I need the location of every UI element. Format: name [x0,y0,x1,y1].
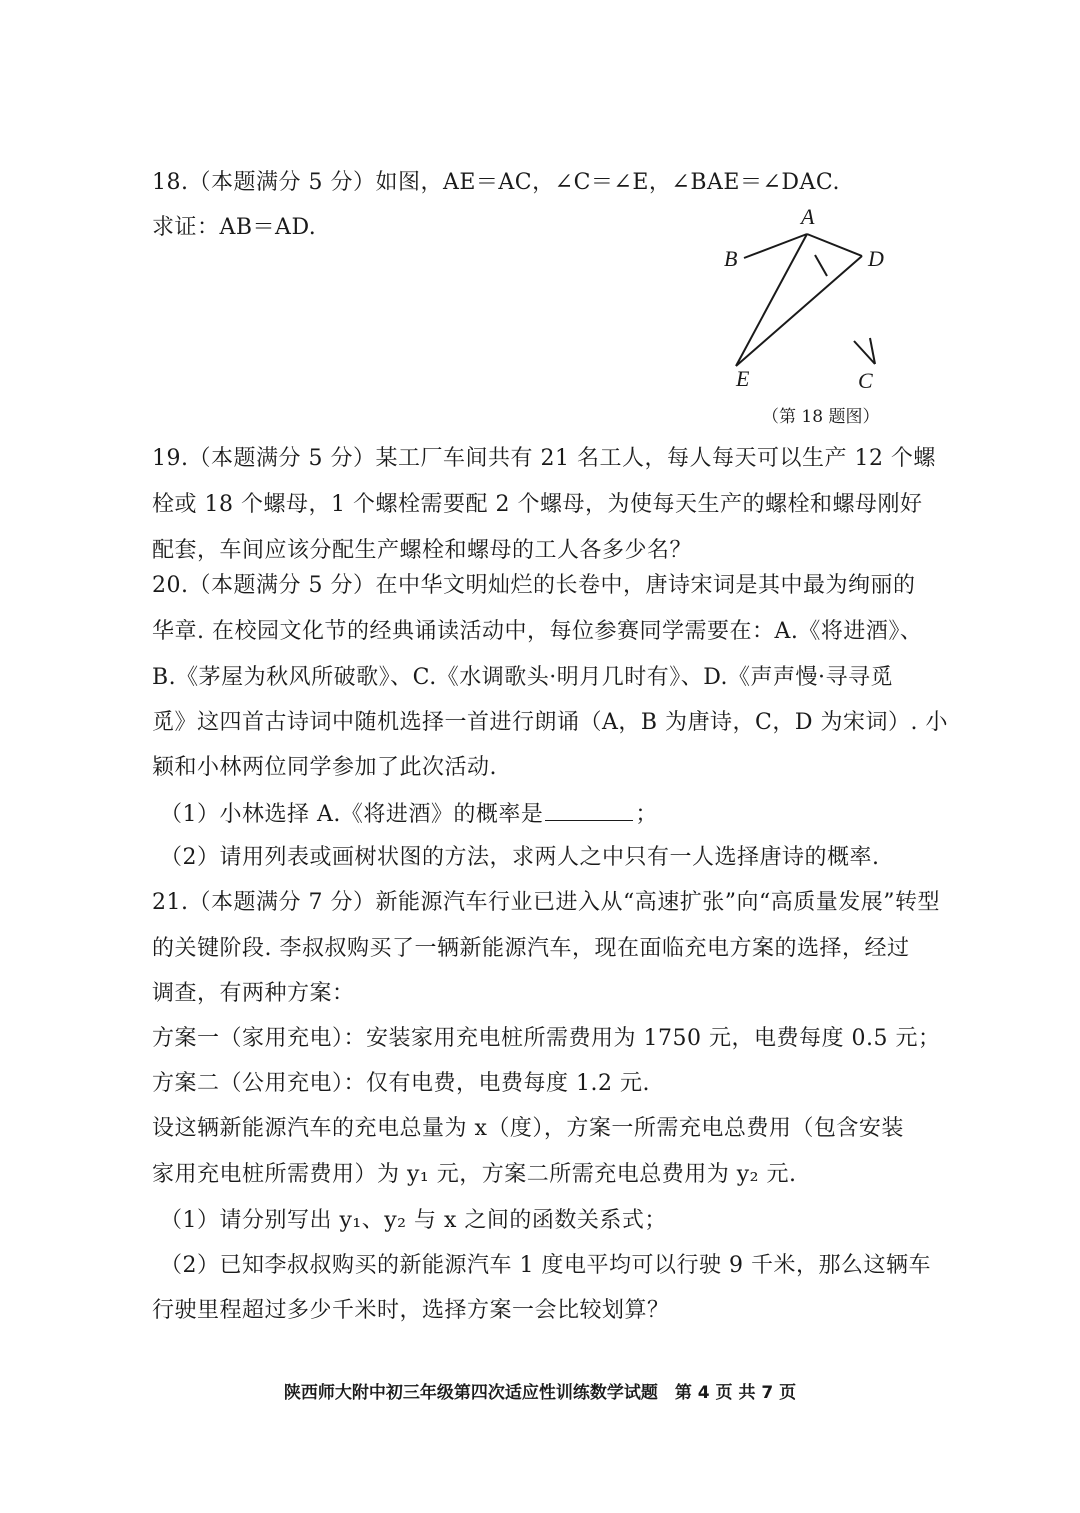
q21-line-2: 的关键阶段. 李叔叔购买了一辆新能源汽车，现在面临充电方案的选择，经过 [152,936,910,961]
q20-line-1: 20.（本题满分 5 分）在中华文明灿烂的长卷中，唐诗宋词是其中最为绚丽的 [152,573,916,598]
q20-line-4: 觅》这四首古诗词中随机选择一首进行朗诵（A，B 为唐诗，C，D 为宋词）. 小 [152,710,949,735]
q18-figure [712,198,912,428]
q18-geometry-diagram [712,198,912,428]
q19-line-3: 配套，车间应该分配生产螺栓和螺母的工人各多少名？ [152,538,693,563]
q20-line-3: B.《茅屋为秋风所破歌》、C.《水调歌头·明月几时有》、D.《声声慢·寻寻觅 [152,665,894,690]
angle-mark [815,255,827,276]
q20-sub-1 [160,798,658,830]
q20-sub-1-end: ； [635,802,658,827]
q21-line-3: 调查，有两种方案： [152,981,355,1006]
q19-line-1: 19.（本题满分 5 分）某工厂车间共有 21 名工人，每人每天可以生产 12 个螺 [152,446,936,471]
q18-line-2: 求证：AB＝AD. [152,215,317,240]
q18-line-1: 18.（本题满分 5 分）如图，AE＝AC，∠C＝∠E，∠BAE＝∠DAC. [152,170,840,195]
label-c: C [858,368,873,393]
segment-de [736,256,862,366]
q21-line-6: 设这辆新能源汽车的充电总量为 x（度），方案一所需充电总费用（包含安装 [152,1116,904,1141]
segment-ab [744,234,807,258]
q21-sub-2-line-1: （2）已知李叔叔购买的新能源汽车 1 度电平均可以行驶 9 千米，那么这辆车 [160,1253,931,1278]
q21-plan-1: 方案一（家用充电）：安装家用充电桩所需费用为 1750 元，电费每度 0.5 元； [152,1026,941,1051]
q20-sub-1-text: （1）小林选择 A.《将进酒》的概率是 [160,802,544,827]
q21-plan-2: 方案二（公用充电）：仅有电费，电费每度 1.2 元. [152,1071,650,1096]
q20-line-2: 华章. 在校园文化节的经典诵读活动中，每位参赛同学需要在：A.《将进酒》、 [152,619,923,644]
q21-sub-1: （1）请分别写出 y₁、y₂ 与 x 之间的函数关系式； [160,1208,667,1233]
label-a: A [801,204,815,229]
q20-line-5: 颖和小林两位同学参加了此次活动. [152,755,497,780]
q21-line-7: 家用充电桩所需费用）为 y₁ 元，方案二所需充电总费用为 y₂ 元. [152,1162,797,1187]
q20-sub-2: （2）请用列表或画树状图的方法，求两人之中只有一人选择唐诗的概率. [160,845,880,870]
q19-line-2: 栓或 18 个螺母，1 个螺栓需要配 2 个螺母，为使每天生产的螺栓和螺母刚好 [152,492,923,517]
q21-line-1: 21.（本题满分 7 分）新能源汽车行业已进入从“高速扩张”向“高质量发展”转型 [152,890,940,915]
segment-ae [736,234,807,366]
segment-ad [807,234,862,256]
label-b: B [724,246,738,271]
label-e: E [736,366,750,391]
label-d: D [868,246,884,271]
page-footer: 陕西师大附中初三年级第四次适应性训练数学试题 第 4 页 共 7 页 [283,1383,797,1403]
q21-sub-2-line-2: 行驶里程超过多少千米时，选择方案一会比较划算？ [152,1298,670,1323]
q18-figure-caption: （第 18 题图） [762,407,880,427]
answer-blank [545,798,633,821]
